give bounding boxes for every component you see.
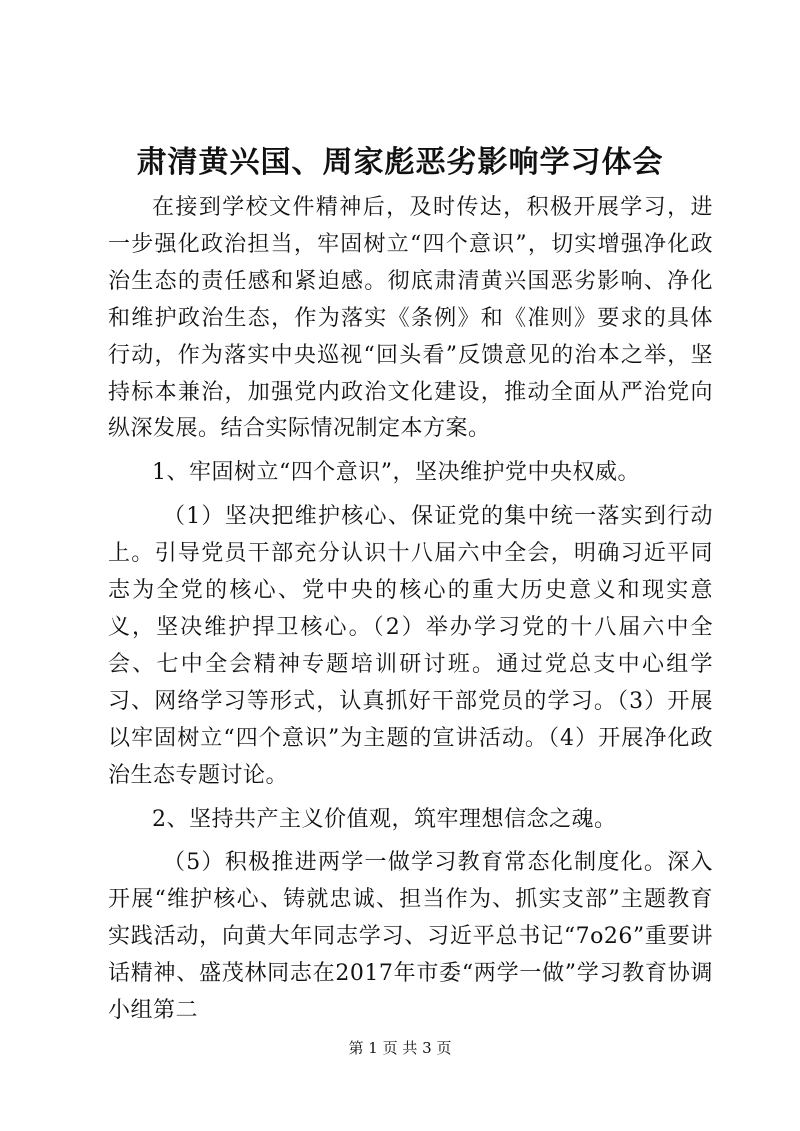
section-1-heading: 1、牢固树立“四个意识”，坚决维护党中央权威。: [152, 460, 640, 486]
section-2-heading: 2、坚持共产主义价值观，筑牢理想信念之魂。: [152, 806, 617, 832]
section-2-paragraph: （5）积极推进两学一做学习教育常态化制度化。深入开展“维护核心、铸就忠诚、担当作为、抓实支部”主题教育实践活动，向黄大年同志学习、习近平总书记“7o26”重要讲话精神、盛茂林同志在2017年市委“两学一做”学习教育协调小组第二: [108, 850, 713, 1024]
section-1-paragraph: （1）坚决把维护核心、保证党的集中统一落实到行动上。引导党员干部充分认识十八届六中全会，明确习近平同志为全党的核心、党中央的核心的重大历史意义和现实意义，坚决维护捍卫核心。（2）举办学习党的十八届六中全会、七中全会精神专题培训研讨班。通过党总支中心组学习、网络学习等形式，认真抓好干部党员的学习。（3）开展以牢固树立“四个意识”为主题的宣讲活动。（4）开展净化政治生态专题讨论。: [108, 504, 713, 788]
page-number: 第 1 页 共 3 页: [348, 1039, 452, 1057]
intro-paragraph: 在接到学校文件精神后，及时传达，积极开展学习，进一步强化政治担当，牢固树立“四个意识”，切实增强净化政治生态的责任感和紧迫感。彻底肃清黄兴国恶劣影响、净化和维护政治生态，作为落实《条例》和《准则》要求的具体行动，作为落实中央巡视“回头看”反馈意见的治本之举，坚持标本兼治，加强党内政治文化建设，推动全面从严治党向纵深发展。结合实际情况制定本方案。: [108, 195, 713, 442]
document-title: 肃清黄兴国、周家彪恶劣影响学习体会: [136, 145, 664, 180]
document-body: [108, 190, 713, 1030]
